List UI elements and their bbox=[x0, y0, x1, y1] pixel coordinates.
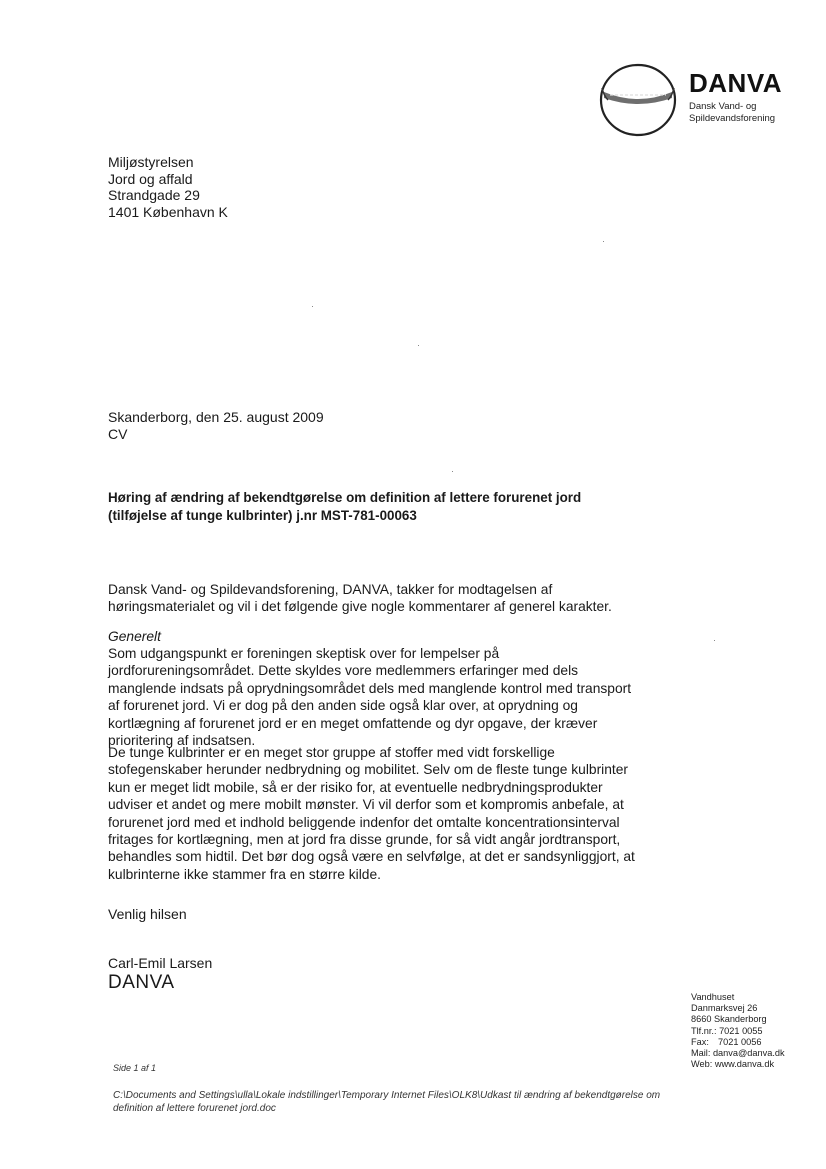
recipient-line3: Strandgade 29 bbox=[108, 187, 200, 203]
logo-subtitle bbox=[689, 101, 775, 125]
place-date: Skanderborg, den 25. august 2009 bbox=[108, 409, 324, 425]
logo-subtitle-line2: Spildevandsforening bbox=[689, 113, 776, 124]
recipient-line4: 1401 København K bbox=[108, 203, 228, 220]
initials: CV bbox=[108, 426, 128, 442]
page-number: Side 1 af 1 bbox=[113, 1063, 157, 1073]
contact-phone: Tlf.nr.: 7021 0055 bbox=[691, 1025, 763, 1036]
kulbrinter-paragraph: De tunge kulbrinter er en meget stor gruppe af stoffer med vidt forskellige stofegenskaber herunder nedbrydning og mobilitet. Selv om de fleste tunge kulbrinter kun er meget lidt mobile, så er der risiko for, at eventuelle nedbrydningsprodukter udviser et andet og mere mobilt mønster. Vi vil derfor som et kompromis anbefale, at forurenet jord med et indhold beliggende indenfor det omtalte koncentrationsinterval fritages for kortlægning, men at jord fra disse grunde, for så vidt angår jordtransport, behandles som hidtil. Det bør dog også være en selvfølge, at det er sandsynliggjort, at kulbrinterne ikke stammer fra en større kilde. bbox=[108, 745, 635, 882]
scan-speck bbox=[714, 640, 715, 641]
file-path: C:\Documents and Settings\ulla\Lokale indstillinger\Temporary Internet Files\OLK8\Udkast til ændring af bekendtgørelse om definition af lettere forurenet jord.doc bbox=[113, 1090, 661, 1114]
signer-organisation: DANVA bbox=[108, 972, 175, 993]
scan-speck bbox=[312, 306, 313, 307]
signer-name: Carl-Emil Larsen bbox=[108, 955, 213, 971]
scan-speck bbox=[603, 241, 604, 242]
contact-mail: Mail: danva@danva.dk bbox=[691, 1048, 785, 1059]
danva-logo-icon bbox=[596, 58, 680, 142]
logo-wordmark: DANVA bbox=[689, 68, 783, 98]
contact-web: Web: www.danva.dk bbox=[691, 1059, 775, 1070]
recipient-line2: Jord og affald bbox=[108, 170, 193, 187]
contact-city: 8660 Skanderborg bbox=[691, 1014, 767, 1025]
dateline bbox=[108, 409, 324, 443]
recipient-line1: Miljøstyrelsen bbox=[108, 154, 194, 170]
fax-label: Fax: bbox=[691, 1036, 709, 1047]
scan-speck bbox=[418, 345, 419, 346]
general-paragraph: Som udgangspunkt er foreningen skeptisk over for lempelser på jordforureningsområdet. Dette skyldes vore medlemmers erfaringer med dels manglende indsats på oprydningsområdet dels med manglende kontrol med transport af forurenet jord. Vi er dog på den anden side også klar over, at oprydning og kortlægning af forurenet jord er en meget omfattende og dyr opgave, der kræver prioritering af indsatsen. bbox=[108, 646, 632, 749]
fax-value: 7021 0056 bbox=[718, 1036, 762, 1047]
section-heading: Generelt bbox=[108, 629, 161, 644]
logo-subtitle-line1: Dansk Vand- og bbox=[689, 101, 757, 112]
intro-paragraph: Dansk Vand- og Spildevandsforening, DANVA, takker for modtagelsen af høringsmaterialet og vil i det følgende give nogle kommentarer af generel karakter. bbox=[108, 582, 612, 615]
letter-subject: Høring af ændring af bekendtgørelse om definition af lettere forurenet jord (tilføjelse af tunge kulbrinter) j.nr MST-781-00063 bbox=[108, 490, 582, 523]
closing-salutation: Venlig hilsen bbox=[108, 906, 187, 922]
scan-speck bbox=[452, 471, 453, 472]
recipient-address bbox=[108, 154, 228, 220]
contact-fax bbox=[691, 1037, 785, 1048]
contact-street: Danmarksvej 26 bbox=[691, 1003, 758, 1014]
contact-block bbox=[691, 992, 785, 1070]
contact-building: Vandhuset bbox=[691, 992, 735, 1002]
